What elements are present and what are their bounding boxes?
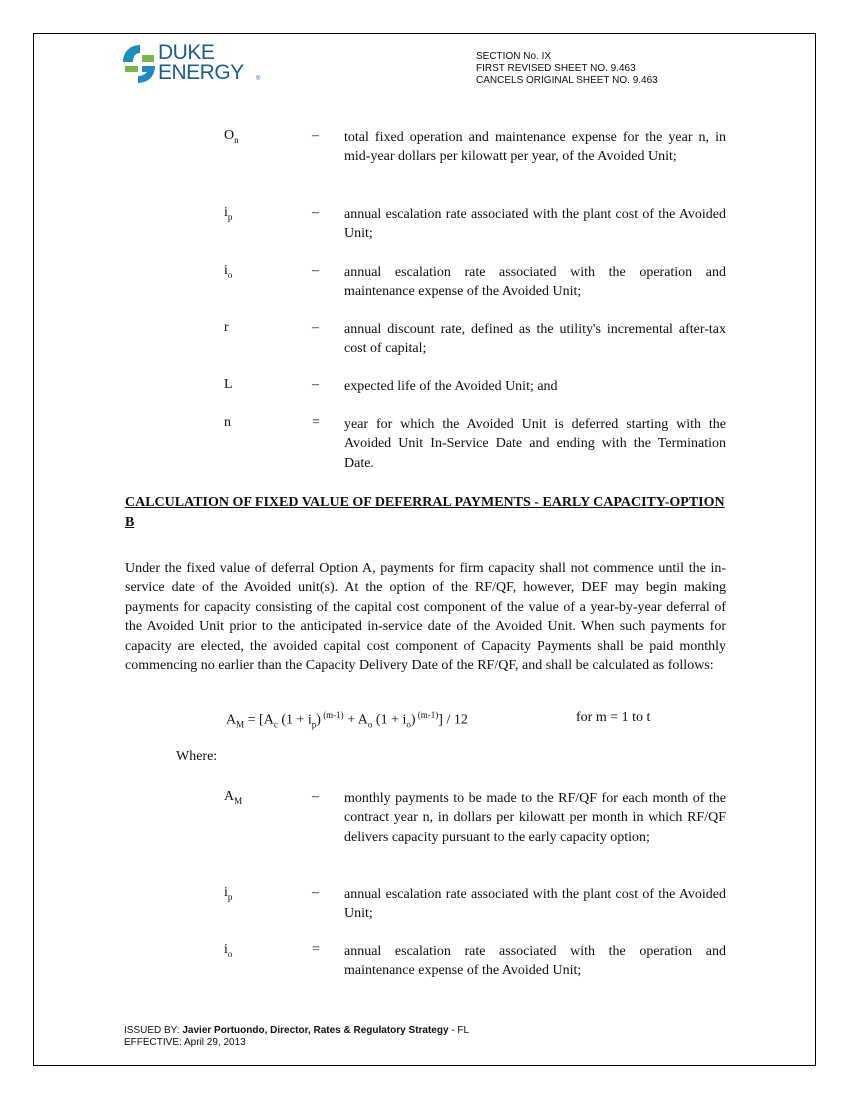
sheet-header — [476, 51, 658, 87]
logo-word-duke: DUKE — [158, 41, 215, 64]
definition-dash: – — [312, 205, 319, 220]
definition-symbol: $i_o$ — [224, 942, 233, 959]
definition-text: annual escalation rate associated with the plant cost of the Avoided Unit; — [344, 887, 726, 922]
body-paragraph: Under the fixed value of deferral Option A, payments for firm capacity shall not commence until the in-service date of the Avoided unit(s). At the option of the RF/QF, however, DEF may begin making payments for capacity consisting of the capital cost component of the value of a year-by-year deferral of the Avoided Unit prior to the anticipated in-service date of the Avoided Unit. When such payments for capacity are elected, the avoided capital cost component of Capacity Payments shall be paid monthly commencing no earlier than the Capacity Delivery Date of the RF/QF, and shall be calculated as follows: — [125, 561, 726, 674]
definition-dash: – — [312, 263, 319, 278]
definition-symbol: $i_o$ — [224, 263, 233, 280]
logo-word-energy: ENERGY — [158, 61, 244, 84]
revised-sheet: FIRST REVISED SHEET NO. 9.463 — [476, 63, 636, 74]
definition-dash: = — [312, 415, 320, 430]
definition-text: total fixed operation and maintenance expense for the year n, in mid-year dollars per kilowatt per year, of the Avoided Unit; — [344, 130, 726, 165]
definition-symbol: $i_p$ — [224, 885, 233, 902]
cancels-sheet: CANCELS ORIGINAL SHEET NO. 9.463 — [476, 75, 658, 86]
duke-energy-logo — [120, 40, 270, 90]
definition-symbol: n — [224, 415, 231, 430]
definition-text: annual escalation rate associated with the plant cost of the Avoided Unit; — [344, 207, 726, 242]
capacity-payment-formula: $A_M = [A_c$ $(1 + i_p)$ $^{(m-1)} + A_o$ $(1 + i_o)$ $^{(m-1)}$] / 12 — [226, 710, 468, 730]
definition-text: year for which the Avoided Unit is deferred starting with the Avoided Unit In-Service Date and ending with the Termination Date. — [344, 417, 726, 471]
definition-dash: – — [312, 128, 319, 143]
definition-symbol: $O_n$ — [224, 128, 239, 145]
definition-text: monthly payments to be made to the RF/QF for each month of the contract year n, in dollars per kilowatt per month in which RF/QF delivers capacity pursuant to the early capacity option; — [344, 791, 726, 845]
definition-dash: = — [312, 942, 320, 957]
duke-energy-mark-icon — [120, 42, 160, 90]
definition-symbol: L — [224, 377, 233, 392]
definition-dash: – — [312, 377, 319, 392]
sheet-footer — [124, 1025, 469, 1049]
logo-registered-mark: ® — [256, 76, 261, 82]
definition-dash: – — [312, 789, 319, 804]
definition-text: annual escalation rate associated with the operation and maintenance expense of the Avoided Unit; — [344, 944, 726, 979]
definition-text: annual escalation rate associated with the operation and maintenance expense of the Avoided Unit; — [344, 265, 726, 300]
effective-date: EFFECTIVE: April 29, 2013 — [124, 1037, 246, 1048]
section-heading: CALCULATION OF FIXED VALUE OF DEFERRAL PAYMENTS - EARLY CAPACITY-OPTION B — [125, 495, 725, 530]
definition-dash: – — [312, 885, 319, 900]
where-label: Where: — [176, 749, 218, 764]
definition-dash: – — [312, 320, 319, 335]
definition-symbol: r — [224, 320, 229, 335]
section-number: SECTION No. IX — [476, 51, 552, 62]
definition-symbol: $A_M$ — [224, 789, 243, 806]
definition-symbol: $i_p$ — [224, 205, 233, 222]
formula-range: for m = 1 to t — [576, 710, 651, 725]
definition-text: annual discount rate, defined as the utility's incremental after-tax cost of capital; — [344, 322, 726, 357]
issued-by: ISSUED BY: Javier Portuondo, Director, Rates & Regulatory Strategy - FL — [124, 1025, 470, 1036]
definition-text: expected life of the Avoided Unit; and — [344, 379, 558, 394]
